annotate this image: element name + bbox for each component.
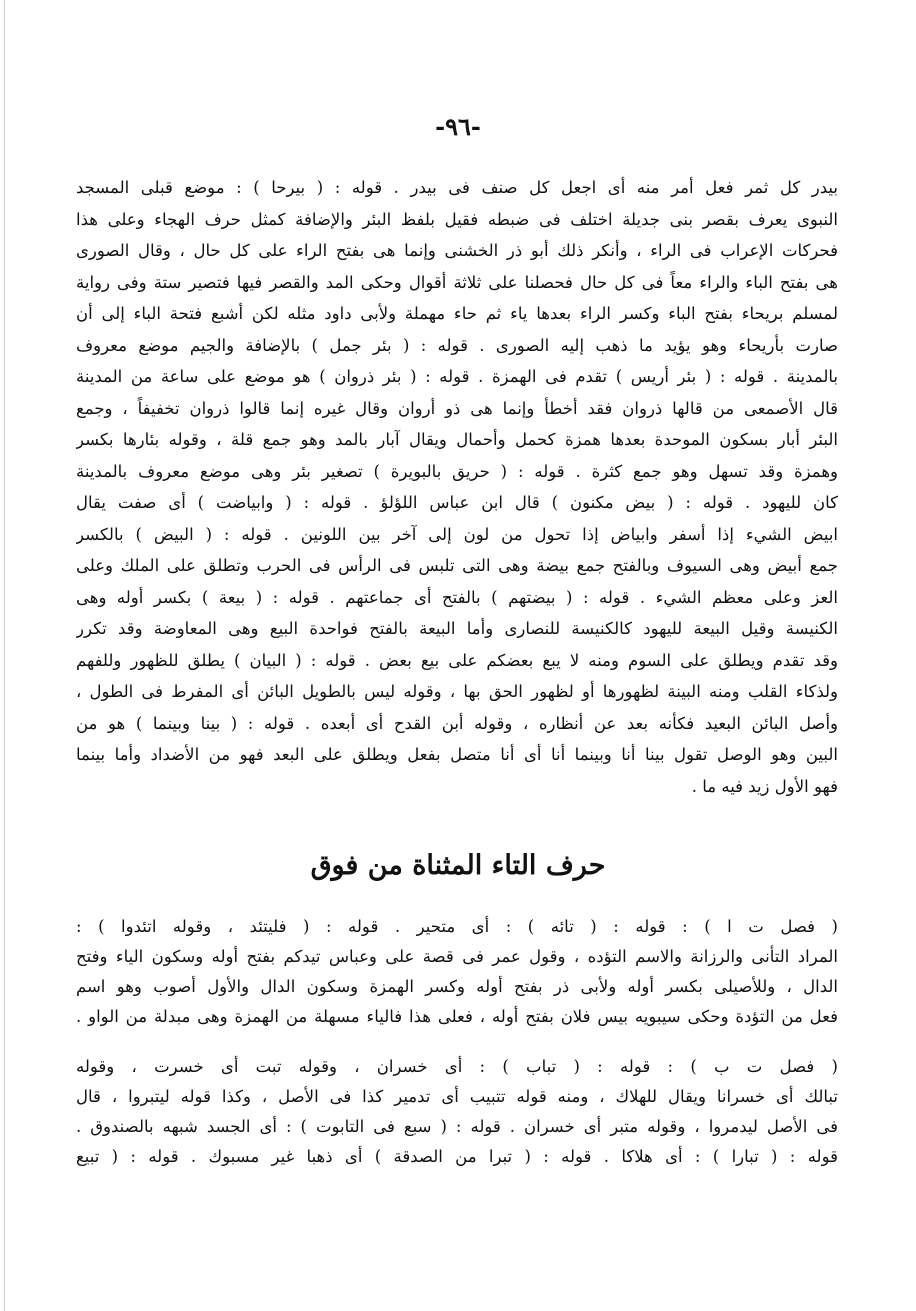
text-line: كان لليهود . قوله : ( بيض مكنون ) قال ابن عباس اللؤلؤ . قوله : ( وابياضت ) أى صفت يقال bbox=[76, 493, 838, 512]
text-line: العز وعلى معظم الشيء . قوله : ( بيضتهم ) بالفتح أى جماعتهم . قوله : ( بيعة ) بكسر أوله وهى bbox=[76, 587, 838, 607]
text-line: لمسلم بريحاء بفتح الباء وكسر الراء بعدها ياء ثم حاء مهملة ولأبى داود مثله لكن أشبع فتحة الباء إلى أن bbox=[76, 304, 838, 323]
text-line: البئر أبار بسكون الموحدة بعدها همزة كحمل وأحمال ويقال آبار بالمد وهو جمع قلة ، وقوله بئارها بكسر bbox=[76, 430, 838, 449]
page-edge-rule bbox=[4, 0, 5, 1311]
text-line: الدال ، وللأصيلى بكسر أوله ولأبى ذر بفتح أوله وكسر الهمزة وسكون الدال والأول أصوب وهو اسم bbox=[76, 977, 838, 996]
text-line: قال الأصمعى من قالها ذروان فقد أخطأ وإنما هى ذو أروان وقال غيره إنما قالوا ذروان تخفيفاً ، وجمع bbox=[76, 398, 838, 418]
text-line: بالمدينة . قوله : ( بئر أريس ) تقدم فى الهمزة . قوله : ( بئر ذروان ) هو موضع على ساعة من المدينة bbox=[76, 367, 838, 386]
text-line: ( فصل ت ب ) : قوله : ( تباب ) : أى خسران ، وقوله تبت أى خسرت ، وقوله bbox=[76, 1057, 838, 1076]
text-line: وهمزة وقد تسهل وهو جمع كثرة . قوله : ( حريق بالبويرة ) تصغير بئر وهى موضع معروف بالمدينة bbox=[76, 461, 838, 481]
text-line: ( فصل ت ا ) : قوله : ( تائه ) : أى متحير . قوله : ( فليتئد ، وقوله اتئدوا ) : bbox=[76, 917, 838, 936]
text-line: فهو الأول زيد فيه ما . bbox=[691, 776, 838, 796]
text-line: جمع أبيض وهى السيوف وبالفتح جمع بيضة وهى التى تلبس فى الرأس فى الحرب وتطلق على الملك وعلى bbox=[76, 556, 838, 575]
text-line: قوله : ( تبارا ) : أى هلاكا . قوله : ( تبرا من الصدقة ) أى ذهبا غير مسبوك . قوله : ( تبيع bbox=[76, 1147, 838, 1166]
text-line: ولذكاء القلب ومنه البينة لظهورها أو لظهور الحق بها ، وقوله ليس بالطويل البائن أى المفرط فى الطول ، bbox=[76, 682, 838, 701]
text-line: فى الأصل ليدمروا ، وقوله متبر أى خسران . قوله : ( سبع فى التابوت ) : أى الجسد شبهه بالصندوق . bbox=[76, 1117, 838, 1136]
text-line: البين وهو الوصل تقول بينا أنا وبينما أنا أى أنا متصل بفعل ويطلق على البعد فهو من الأضداد وأما بينما bbox=[76, 745, 838, 764]
text-line: المراد التأنى والرزانة والاسم التؤده ، وقول عمر فى قصة على وعباس تيدكم بفتح أوله وسكون الياء وفتح bbox=[76, 947, 838, 966]
text-line: تبالك أى خسرانا ويقال للهلاك ، ومنه قوله تتبيب أى تدمير كذا فى الأصل ، وكذا قوله ليتبروا ، قال bbox=[76, 1087, 838, 1106]
text-line: فحركات الإعراب فى الراء ، وأنكر ذلك أبو ذر الخشنى وإنما هى بفتح الراء على كل حال ، وقال الصورى bbox=[76, 241, 838, 260]
text-line: وقد تقدم ويطلق على السوم ومنه لا يبع بعضكم على بيع بعض . قوله : ( البيان ) يطلق للظهور وللفهم bbox=[76, 650, 838, 670]
text-line: فعل من التؤدة وحكى سيبويه بيس فلان بفتح أوله ، فعلى هذا فالياء مسهلة من الهمزة وهى مبدلة من الواو . bbox=[76, 1007, 838, 1026]
text-line: الكنيسة وقيل البيعة لليهود كالكنيسة للنصارى وأما البيعة بالفتح فواحدة البيع وهى المعاوضة وقد تكرر bbox=[76, 619, 838, 638]
section-heading: حرف التاء المثناة من فوق bbox=[310, 850, 606, 881]
paragraph-fasl-ta-alif bbox=[76, 912, 838, 1032]
paragraph-ba-section bbox=[76, 172, 838, 802]
text-line: بيدر كل ثمر فعل أمر منه أى اجعل كل صنف فى بيدر . قوله : ( بيرحا ) : موضع قبلى المسجد bbox=[76, 178, 838, 197]
text-line: وأصل البائن البعيد فكأنه بعد عن أنظاره ، وقوله أبن القدح أى أبعده . قوله : ( بينا وبينما ) هو من bbox=[76, 713, 838, 733]
text-line: صارت بأريحاء وهو يؤيد ما ذهب إليه الصورى . قوله : ( بئر جمل ) بالإضافة والجيم موضع معروف bbox=[76, 335, 838, 355]
paragraph-fasl-ta-ba bbox=[76, 1052, 838, 1172]
text-line: ابيض الشيء إذا أسفر وابياض إذا تحول من لون إلى آخر بين اللونين . قوله : ( البيض ) بالكسر bbox=[76, 524, 838, 544]
text-line: النبوى يعرف بقصر بنى جديلة اختلف فى ضبطه فقيل بلفظ البئر والإضافة كمثل حرف الهجاء وعلى هذا bbox=[76, 209, 838, 229]
text-line: هى بفتح الباء والراء معاً فى كل حال فحصلنا على ثلاثة أقوال وحكى المد والقصر فيها فتصير ستة وفى رواية bbox=[76, 272, 838, 292]
page-number: -٩٦- bbox=[435, 112, 481, 141]
